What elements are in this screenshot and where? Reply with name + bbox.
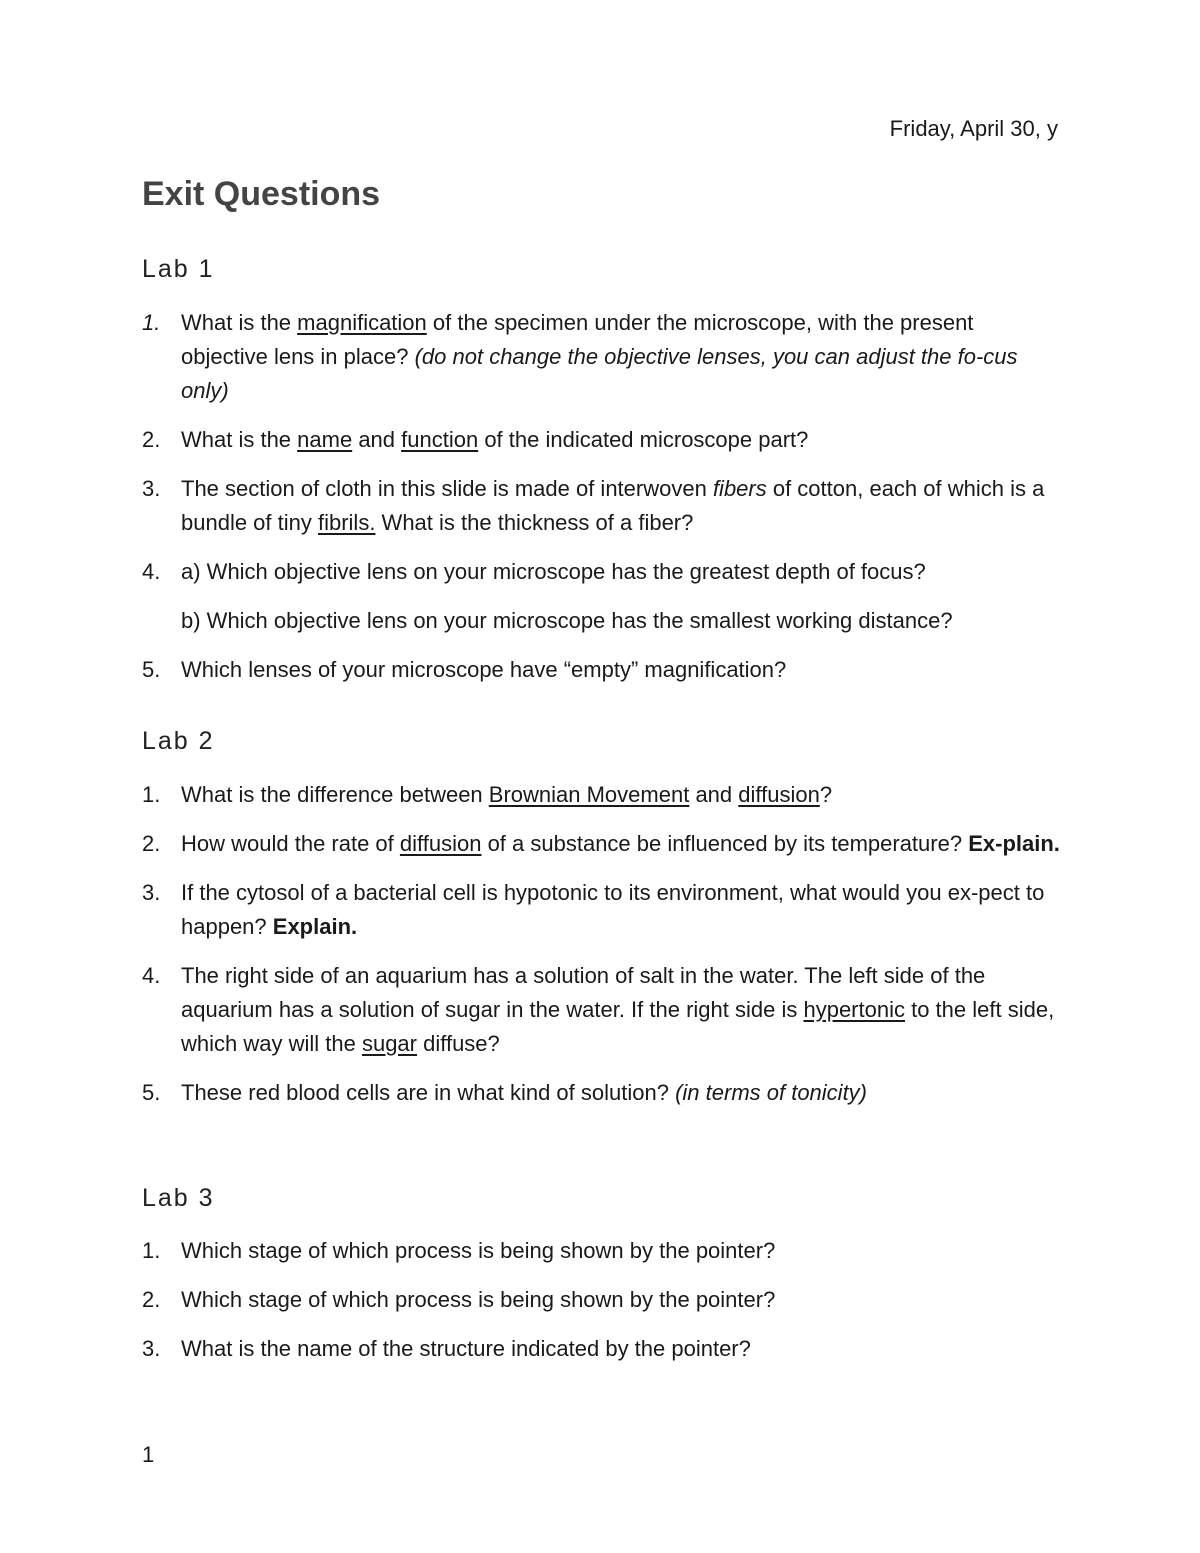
lab-3-question-list [0, 1234, 1200, 1381]
question-text: (in terms of tonicity) [675, 1080, 868, 1105]
question-text: Which lenses of your microscope have “empty” magnification? [181, 657, 787, 682]
question-item [0, 653, 1200, 687]
question-text: Which stage of which process is being shown by the pointer? [181, 1287, 776, 1312]
question-number: 3. [142, 476, 161, 501]
question-text: fibrils. [317, 510, 376, 535]
question-item [0, 1076, 1200, 1110]
question-number: 5. [142, 1080, 161, 1105]
question-text: of the specimen under the microscope, with the present objective lens in place? [181, 310, 974, 369]
question-number: 1. [142, 782, 161, 807]
question-text: and [352, 427, 402, 452]
question-text: (do not change the objective lenses, you can adjust the fo-cus only) [181, 344, 1018, 403]
lab-2-question-list [0, 778, 1200, 1125]
question-text: diffuse? [417, 1031, 500, 1056]
question-text: What is the name of the structure indicated by the pointer? [181, 1336, 751, 1361]
question-text: magnification [297, 310, 427, 335]
lab-3-heading: Lab 3 [142, 1184, 215, 1212]
question-text: The right side of an aquarium has a solution of salt in the water. The left side of the aquarium has a solution of sugar in the water. If the right side is [181, 963, 986, 1022]
question-item [0, 1332, 1200, 1366]
question-text: What is the [181, 427, 298, 452]
question-text: ? [819, 782, 833, 807]
question-text: diffusion [399, 831, 482, 856]
question-item [0, 778, 1200, 812]
question-item [0, 959, 1200, 1061]
question-text: to the left side, which way will the [181, 997, 1055, 1056]
question-number: 4. [142, 559, 161, 584]
lab-1-heading: Lab 1 [142, 255, 215, 283]
question-subpart: b) Which objective lens on your microscope has the smallest working distance? [181, 608, 953, 633]
question-item [0, 876, 1200, 944]
question-text: function [401, 427, 479, 452]
question-item [0, 423, 1200, 457]
lab-1-question-list [0, 306, 1200, 702]
question-text: hypertonic [803, 997, 905, 1022]
page-title: Exit Questions [142, 175, 381, 213]
question-item [0, 1283, 1200, 1317]
question-number: 2. [142, 1287, 161, 1312]
question-number: 1. [142, 310, 161, 335]
question-text: fibers [712, 476, 767, 501]
question-number: 4. [142, 963, 161, 988]
question-text: of a substance be influenced by its temperature? [481, 831, 969, 856]
question-text: What is the thickness of a fiber? [375, 510, 694, 535]
question-text: sugar [361, 1031, 417, 1056]
question-text: These red blood cells are in what kind of solution? [181, 1080, 676, 1105]
question-text: Ex-plain. [968, 831, 1060, 856]
question-number: 3. [142, 880, 161, 905]
question-item [0, 827, 1200, 861]
question-text: a) Which objective lens on your microscope has the greatest depth of focus? [181, 559, 926, 584]
question-number: 2. [142, 831, 161, 856]
document-date: Friday, April 30, y [889, 116, 1058, 141]
question-number: 3. [142, 1336, 161, 1361]
question-number: 2. [142, 427, 161, 452]
question-text: Brownian Movement [488, 782, 690, 807]
question-item [0, 306, 1200, 408]
question-text: What is the difference between [181, 782, 489, 807]
question-text: and [689, 782, 739, 807]
question-text: diffusion [738, 782, 820, 807]
question-text: name [297, 427, 353, 452]
question-item [0, 555, 1200, 638]
question-text: How would the rate of [181, 831, 400, 856]
question-number: 5. [142, 657, 161, 682]
question-item [0, 472, 1200, 540]
page-number: 1 [142, 1442, 155, 1467]
question-number: 1. [142, 1238, 161, 1263]
question-text: Which stage of which process is being shown by the pointer? [181, 1238, 776, 1263]
question-text: What is the [181, 310, 298, 335]
question-text: The section of cloth in this slide is made of interwoven [181, 476, 713, 501]
question-item [0, 1234, 1200, 1268]
question-text: of the indicated microscope part? [478, 427, 809, 452]
question-text: Explain. [272, 914, 358, 939]
lab-2-heading: Lab 2 [142, 727, 215, 755]
question-text: of cotton, each of which is a bundle of tiny [181, 476, 1045, 535]
question-text: If the cytosol of a bacterial cell is hypotonic to its environment, what would you ex-pect to happen? [181, 880, 1045, 939]
